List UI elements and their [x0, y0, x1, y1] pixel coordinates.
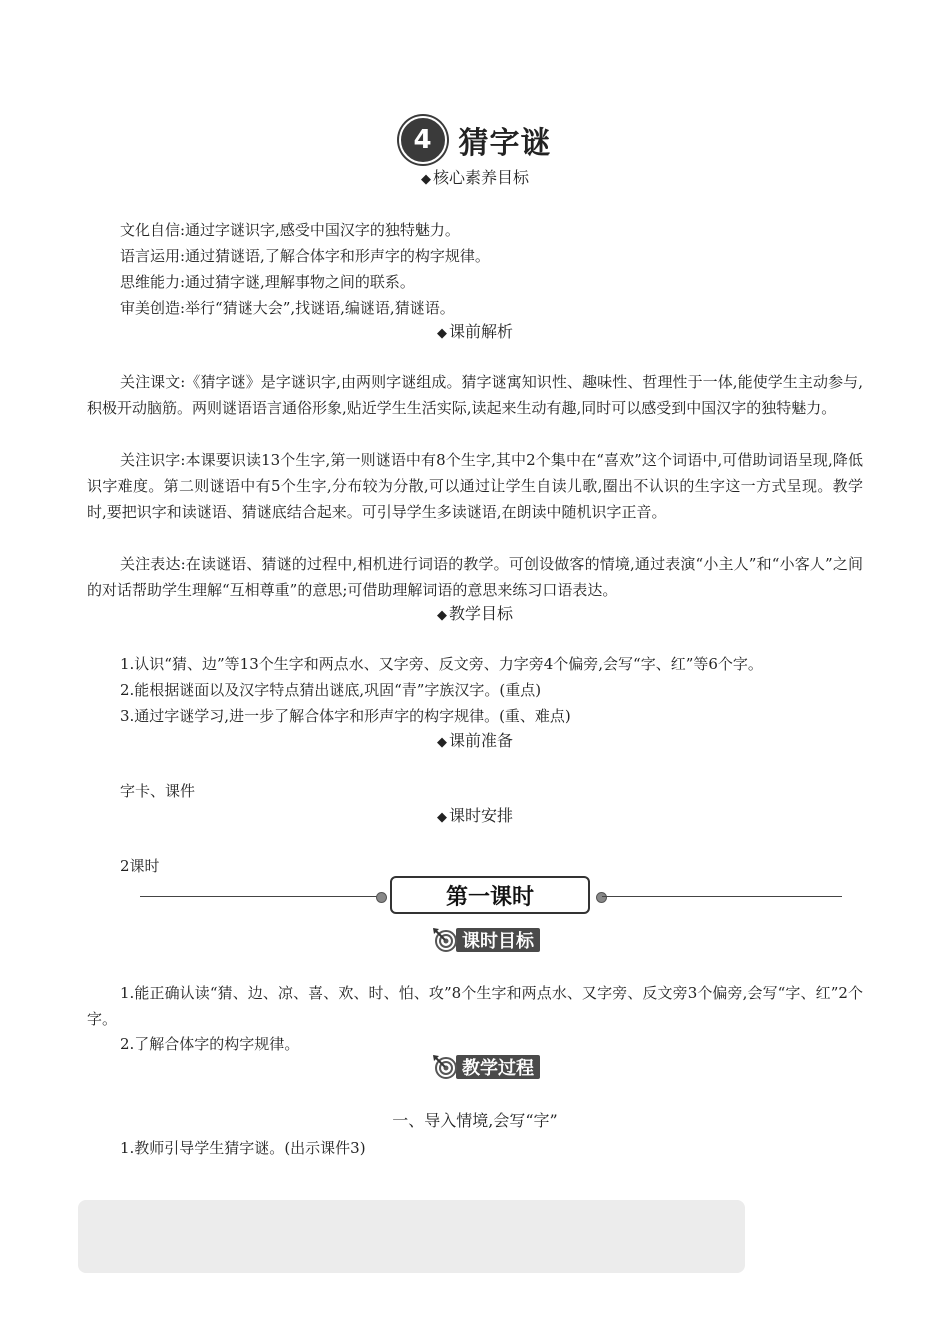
- lesson-goal-1: 1.能正确认读“猜、边、凉、喜、欢、时、怕、攻”8个生字和两点水、又字旁、反文旁3个偏旁,会写“字、红”2个字。: [87, 984, 863, 1028]
- section-heading-schedule: ◆ 课时安排: [436, 806, 513, 825]
- diamond-icon: ◆: [436, 326, 447, 341]
- core-goal-language: 语言运用:通过猜谜语,了解合体字和形声字的构字规律。: [120, 247, 490, 265]
- analysis-literacy: 关注识字:本课要识读13个生字,第一则谜语中有8个生字,其中2个集中在“喜欢”这个词语中,可借助词语呈现,降低识字难度。第二则谜语中有5个生字,分布较为分散,可以通过让学生自读儿歌,圈出不认识的生字这一方式呈现。教学时,要把识字和读谜语、猜谜底结合起来。可引导学生多读谜语,在朗读中随机识字正音。: [87, 451, 863, 521]
- diamond-icon: ◆: [436, 810, 447, 825]
- lesson-goal-label: 课时目标: [456, 928, 540, 952]
- divider-line-left: [140, 896, 380, 897]
- step-title: 一、导入情境,会写“字”: [392, 1111, 558, 1130]
- first-lesson-title: 第一课时: [390, 876, 590, 914]
- content-box: [78, 1200, 745, 1273]
- teaching-process-badge: [432, 1054, 540, 1080]
- teaching-goal-1: 1.认识“猜、边”等13个生字和两点水、又字旁、反文旁、力字旁4个偏旁,会写“字、红”等6个字。: [120, 655, 763, 673]
- diamond-icon: ◆: [420, 172, 431, 187]
- schedule-text: 2课时: [120, 857, 160, 875]
- section-heading-core: ◆ 核心素养目标: [420, 168, 529, 187]
- analysis-text: 关注课文:《猜字谜》是字谜识字,由两则字谜组成。猜字谜寓知识性、趣味性、哲理性于一体,能使学生主动参与,积极开动脑筋。两则谜语语言通俗形象,贴近学生生活实际,读起来生动有趣,同时可以感受到中国汉字的独特魅力。: [87, 373, 863, 417]
- divider-line-right: [602, 896, 842, 897]
- teaching-goal-2: 2.能根据谜面以及汉字特点猜出谜底,巩固“青”字族汉字。(重点): [120, 681, 542, 699]
- teaching-process-label: 教学过程: [456, 1055, 540, 1079]
- core-goal-thinking: 思维能力:通过猜字谜,理解事物之间的联系。: [120, 273, 415, 291]
- step-1-text: 1.教师引导学生猜字谜。(出示课件3): [120, 1139, 366, 1157]
- lesson-title: [0, 116, 950, 164]
- divider-dot-right: [596, 892, 607, 903]
- diamond-icon: ◆: [436, 608, 447, 623]
- prep-text: 字卡、课件: [120, 782, 196, 800]
- teaching-goal-3: 3.通过字谜学习,进一步了解合体字和形声字的构字规律。(重、难点): [120, 707, 571, 725]
- lesson-goal-2: 2.了解合体字的构字规律。: [120, 1035, 300, 1053]
- target-icon: [432, 1054, 458, 1080]
- lesson-number-badge: 4: [399, 116, 447, 164]
- diamond-icon: ◆: [436, 735, 447, 750]
- lesson-goal-badge: [432, 927, 540, 953]
- section-heading-goals: ◆ 教学目标: [436, 604, 513, 623]
- core-goal-aesthetic: 审美创造:举行“猜谜大会”,找谜语,编谜语,猜谜语。: [120, 299, 455, 317]
- core-goal-culture: 文化自信:通过字谜识字,感受中国汉字的独特魅力。: [120, 221, 460, 239]
- first-lesson-banner: [140, 876, 842, 918]
- lesson-title-text: 猜字谜: [458, 126, 552, 161]
- analysis-expression: 关注表达:在读谜语、猜谜的过程中,相机进行词语的教学。可创设做客的情境,通过表演“小主人”和“小客人”之间的对话帮助学生理解“互相尊重”的意思;可借助理解词语的意思来练习口语表达。: [87, 555, 863, 599]
- target-icon: [432, 927, 458, 953]
- divider-dot-left: [376, 892, 387, 903]
- section-heading-analysis: ◆ 课前解析: [436, 322, 513, 341]
- section-heading-prep: ◆ 课前准备: [436, 731, 513, 750]
